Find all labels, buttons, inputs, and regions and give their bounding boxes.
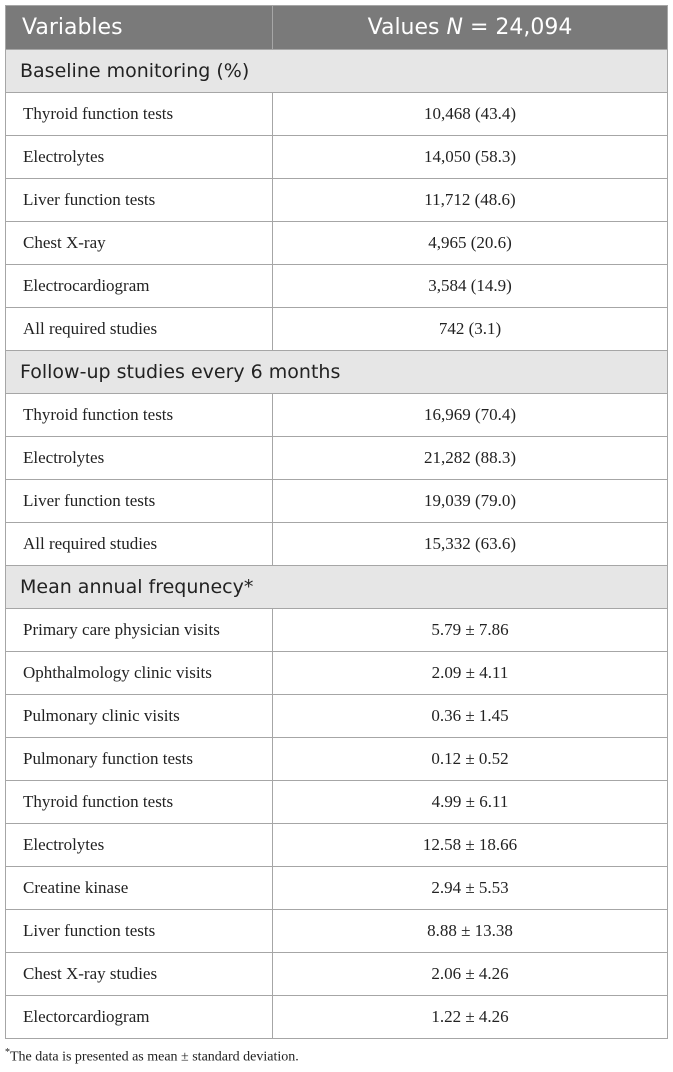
row-label: Creatine kinase (6, 867, 273, 910)
row-value: 8.88 ± 13.38 (273, 910, 668, 953)
header-values-suffix: = 24,094 (462, 15, 573, 40)
table-row (6, 265, 668, 308)
row-value: 0.12 ± 0.52 (273, 738, 668, 781)
row-value: 14,050 (58.3) (273, 136, 668, 179)
row-label: Electrolytes (6, 824, 273, 867)
table-row (6, 437, 668, 480)
row-label: All required studies (6, 308, 273, 351)
table-row (6, 781, 668, 824)
table-row (6, 824, 668, 867)
section-header-row (6, 566, 668, 609)
table-header-row (6, 6, 668, 50)
row-value: 742 (3.1) (273, 308, 668, 351)
row-value: 1.22 ± 4.26 (273, 996, 668, 1039)
row-label: All required studies (6, 523, 273, 566)
row-label: Liver function tests (6, 910, 273, 953)
row-value: 2.09 ± 4.11 (273, 652, 668, 695)
row-value: 0.36 ± 1.45 (273, 695, 668, 738)
section-title: Mean annual frequnecy* (6, 566, 668, 609)
table-row (6, 910, 668, 953)
table-row (6, 179, 668, 222)
section-header-row (6, 351, 668, 394)
row-label: Pulmonary function tests (6, 738, 273, 781)
row-label: Primary care physician visits (6, 609, 273, 652)
row-label: Thyroid function tests (6, 93, 273, 136)
row-value: 10,468 (43.4) (273, 93, 668, 136)
row-value: 2.06 ± 4.26 (273, 953, 668, 996)
table-row (6, 136, 668, 179)
table-row (6, 93, 668, 136)
table-row (6, 738, 668, 781)
header-variables: Variables (6, 6, 273, 50)
row-value: 19,039 (79.0) (273, 480, 668, 523)
table-row (6, 953, 668, 996)
table-body (6, 50, 668, 1039)
section-title: Follow-up studies every 6 months (6, 351, 668, 394)
footnote-mark: * (5, 1047, 10, 1058)
row-label: Electorcardiogram (6, 996, 273, 1039)
row-label: Chest X-ray (6, 222, 273, 265)
row-value: 2.94 ± 5.53 (273, 867, 668, 910)
footnote-text: The data is presented as mean ± standard deviation. (10, 1049, 299, 1065)
table-row (6, 652, 668, 695)
section-title: Baseline monitoring (%) (6, 50, 668, 93)
row-value: 15,332 (63.6) (273, 523, 668, 566)
data-table (5, 5, 668, 1039)
row-label: Ophthalmology clinic visits (6, 652, 273, 695)
table-row (6, 394, 668, 437)
footnote (5, 1047, 299, 1066)
row-label: Thyroid function tests (6, 394, 273, 437)
table-row (6, 867, 668, 910)
section-header-row (6, 50, 668, 93)
table-row (6, 996, 668, 1039)
table-row (6, 308, 668, 351)
row-value: 12.58 ± 18.66 (273, 824, 668, 867)
row-value: 3,584 (14.9) (273, 265, 668, 308)
row-label: Electrolytes (6, 136, 273, 179)
row-label: Electrolytes (6, 437, 273, 480)
row-label: Pulmonary clinic visits (6, 695, 273, 738)
table-row (6, 695, 668, 738)
header-values-prefix: Values (367, 15, 447, 40)
row-value: 16,969 (70.4) (273, 394, 668, 437)
table-row (6, 523, 668, 566)
header-values-n: N (446, 15, 463, 40)
row-value: 21,282 (88.3) (273, 437, 668, 480)
row-value: 11,712 (48.6) (273, 179, 668, 222)
row-value: 4,965 (20.6) (273, 222, 668, 265)
row-label: Electrocardiogram (6, 265, 273, 308)
row-label: Liver function tests (6, 480, 273, 523)
row-label: Thyroid function tests (6, 781, 273, 824)
table-row (6, 222, 668, 265)
table-row (6, 480, 668, 523)
table-row (6, 609, 668, 652)
row-label: Chest X-ray studies (6, 953, 273, 996)
row-label: Liver function tests (6, 179, 273, 222)
row-value: 4.99 ± 6.11 (273, 781, 668, 824)
row-value: 5.79 ± 7.86 (273, 609, 668, 652)
header-values (273, 6, 668, 50)
